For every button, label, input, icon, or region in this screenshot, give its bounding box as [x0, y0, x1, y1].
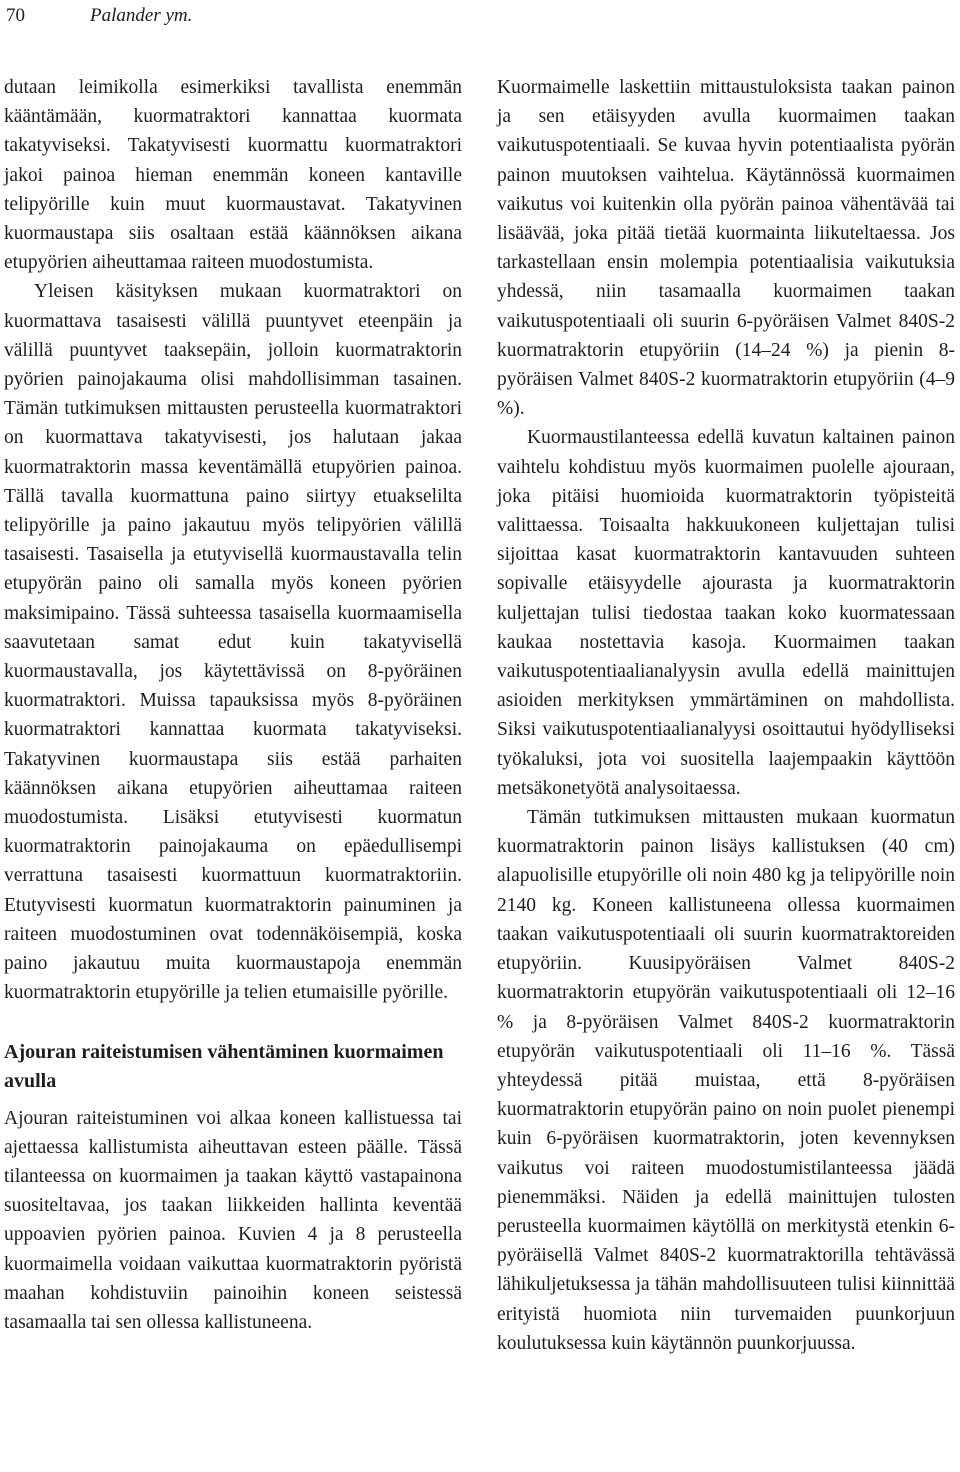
right-column: [497, 73, 955, 1358]
page-number: 70: [6, 5, 25, 26]
left-paragraph-2: Yleisen käsityksen mukaan kuormatraktori on kuormattava tasaisesti välillä puuntyvet eteenpäin ja välillä puuntyvet taaksepäin, jolloin kuormatraktorin pyörien painojakauma olisi mahdollisimman tasainen. Tämän tutkimuksen mittausten perusteella kuormatraktori on kuormattava takatyvisesti, jos halutaan jakaa kuormatraktorin massa keventämällä etupyörien painoa. Tällä tavalla kuormattuna paino siirtyy etuakselilta telipyörille ja paino jakautuu myös telipyörien välillä tasaisesti. Tasaisella ja etutyvisellä kuormaustavalla telin etupyörän paino oli samalla myös koneen pyörien maksimipaino. Tässä suhteessa tasaisella kuormaamisella saavutetaan samat edut kuin takatyvisellä kuormaustavalla, jos käytettävissä on 8-pyöräinen kuormatraktori. Muissa tapauksissa myös 8-pyöräinen kuormatraktori kannattaa kuormata takatyviseksi. Takatyvinen kuormaustapa siis estää parhaiten käännöksen aikana etupyörien aiheuttamaa raiteen muodostumista. Lisäksi etutyvisesti kuormatun kuormatraktorin painojakauma on epäedullisempi verrattuna tasaisesti kuormattuun kuormatraktoriin. Etutyvisesti kuormatun kuormatraktorin painuminen ja raiteen muodostuminen ovat todennäköisempiä, koska paino jakautuu muita kuormaustapoja enemmän kuormatraktorin etupyörille ja telien etumaisille pyörille.: [4, 281, 462, 1004]
running-title: Palander ym.: [90, 5, 193, 26]
left-column: [4, 73, 462, 1337]
page-header: [6, 0, 946, 34]
left-paragraph-3: Ajouran raiteistuminen voi alkaa koneen kallistuessa tai ajettaessa kallistumista aiheuttavan esteen päälle. Tässä tilanteessa on kuormaimen ja taakan käyttö vastapainona suositeltavaa, jos taakan liikkeiden hallinta keventää uppoavien pyörien painoa. Kuvien 4 ja 8 perusteella kuormaimella voidaan vaikuttaa kuormatraktorin pyöristä maahan kohdistuviin painoihin koneen seistessä tasamaalla tai sen ollessa kallistuneena.: [4, 1107, 462, 1333]
left-paragraph-1: dutaan leimikolla esimerkiksi tavallista enemmän kääntämään, kuormatraktori kannattaa kuormata takatyviseksi. Takatyvisesti kuormattu kuormatraktori jakoi painoa hieman enemmän koneen kantaville telipyörille kuin muut kuormaustavat. Takatyvinen kuormaustapa siis osaltaan estää käännöksen aikana etupyörien aiheuttamaa raiteen muodostumista.: [4, 77, 462, 274]
section-heading: Ajouran raiteistumisen vähentäminen kuormaimen avulla: [4, 1040, 444, 1092]
right-paragraph-1: Kuormaimelle laskettiin mittaustuloksista taakan painon ja sen etäisyyden avulla kuormaimen taakan vaikutuspotentiaali. Se kuvaa hyvin potentiaalista pyörän painon muutoksen vaihtelua. Käytännössä kuormaimen vaikutus voi kuitenkin olla pyörän painoa vähentävää tai lisäävää, joka pitää tietää kuormainta liikuteltaessa. Jos tarkastellaan ensin molempia potentiaalisia vaikutuksia yhdessä, niin tasamaalla kuormaimen taakan vaikutuspotentiaali oli suurin 6-pyöräisen Valmet 840S-2 kuormatraktorin etupyöriin (14–24 %) ja pienin 8-pyöräisen Valmet 840S-2 kuormatraktorin etupyöriin (4–9 %).: [497, 77, 955, 420]
right-paragraph-2: Kuormaustilanteessa edellä kuvatun kaltainen painon vaihtelu kohdistuu myös kuormaimen puolelle ajouraan, joka pitäisi huomioida kuormatraktorin työpisteitä valittaessa. Toisaalta hakkuukoneen kuljettajan tulisi sijoittaa kasat kuormatraktorin kantavuuden suhteen sopivalle etäisyydelle ajourasta ja kuormatraktorin kuljettajan tulisi tiedostaa taakan koko kuormatessaan kaukaa nostettavia kasoja. Kuormaimen taakan vaikutuspotentiaalianalyysin avulla edellä mainittujen asioiden merkityksen ymmärtäminen on mahdollista. Siksi vaikutuspotentiaalianalyysi osoittautui hyödylliseksi työkaluksi, jota voi suositella laajempaakin käyttöön metsäkonetyötä analysoitaessa.: [497, 427, 955, 799]
right-paragraph-3: Tämän tutkimuksen mittausten mukaan kuormatun kuormatraktorin painon lisäys kallistuksen (40 cm) alapuolisille etupyörille oli noin 480 kg ja telipyörille noin 2140 kg. Koneen kallistuneena ollessa kuormaimen taakan vaikutuspotentiaali oli suurin kuormatraktoreiden etupyöriin. Kuusipyöräisen Valmet 840S-2 kuormatraktorin etupyörän vaikutuspotentiaali oli 12–16 % ja 8-pyöräisen Valmet 840S-2 kuormatraktorin etupyörän vaikutuspotentiaali oli 11–16 %. Tässä yhteydessä pitää muistaa, että 8-pyöräisen kuormatraktorin etupyörän paino on noin puolet pienempi kuin 6-pyöräisen kuormatraktorin, joten kevennyksen vaikutus voi raiteen muodostumistilanteessa jäädä pienemmäksi. Näiden ja edellä mainittujen tulosten perusteella kuormaimen käytöllä on merkitystä etenkin 6-pyöräisellä Valmet 840S-2 kuormatraktorilla tehtävässä lähikuljetuksessa ja tähän mahdollisuuteen tulisi kiinnittää erityistä huomiota niin turvemaiden puunkorjuun koulutuksessa kuin käytännön puunkorjuussa.: [497, 807, 955, 1354]
